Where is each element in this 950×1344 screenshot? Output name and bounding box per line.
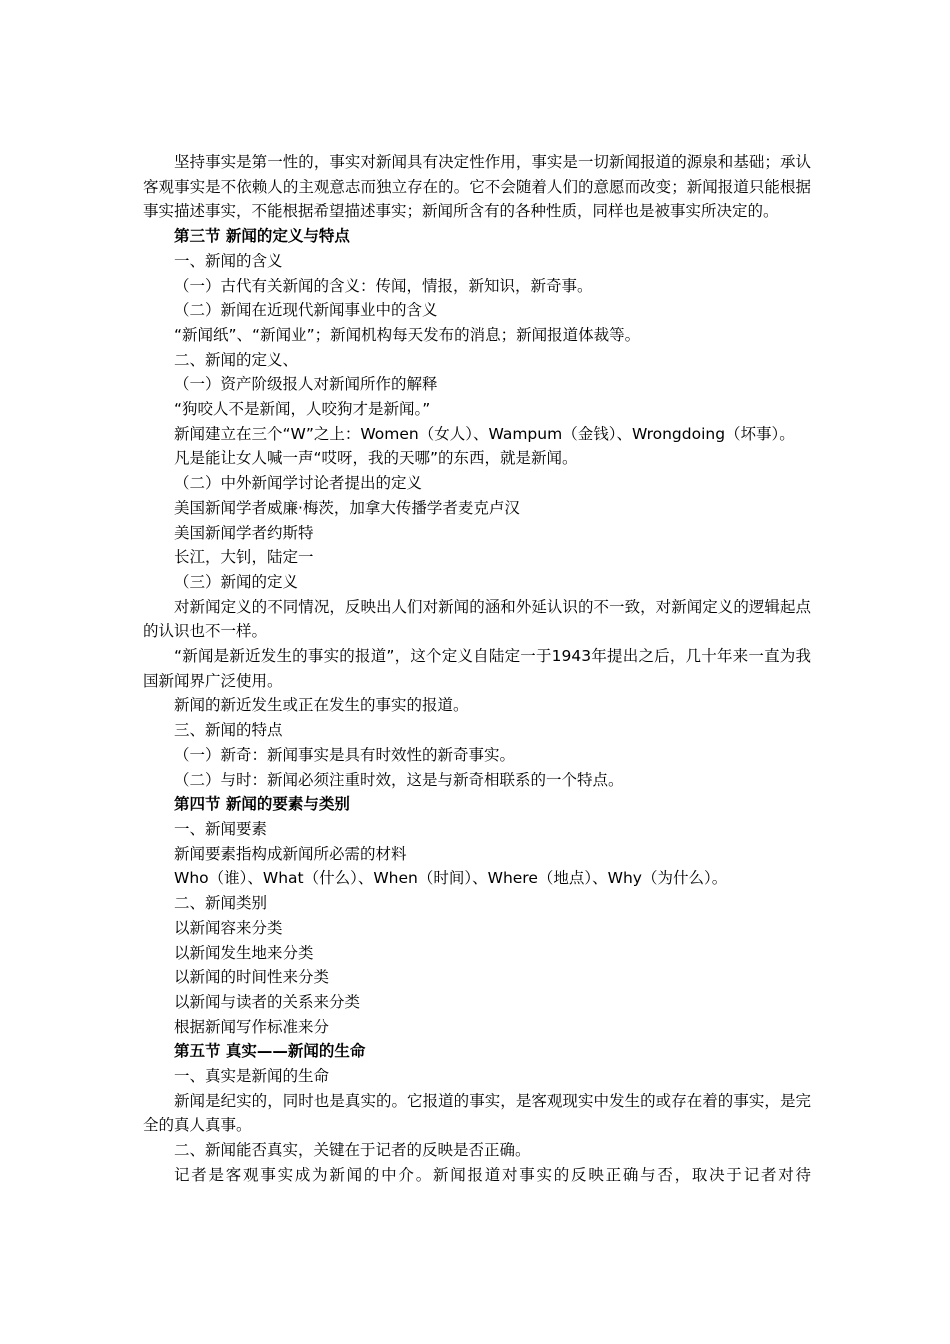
paragraph-three-w: 新闻建立在三个“W”之上：Women（女人）、Wampum（金钱）、Wrongdoing（坏事）。 xyxy=(174,424,795,443)
paragraph-recent-facts: 新闻的新近发生或正在发生的事实的报道。 xyxy=(174,696,469,715)
subheading-news-features: 三、新闻的特点 xyxy=(174,721,283,740)
paragraph-chinese-scholars: 长江，大钊，陆定一 xyxy=(174,548,314,567)
subheading-truth-key: 二、新闻能否真实，关键在于记者的反映是否正确。 xyxy=(174,1141,531,1160)
paragraph-ancient-meaning: （一）古代有关新闻的含义：传闻，情报，新知识，新奇事。 xyxy=(174,276,593,295)
section-heading-5: 第五节 真实——新闻的生命 xyxy=(174,1042,366,1061)
paragraph-metz-mcluhan: 美国新闻学者威廉·梅茨，加拿大传播学者麦克卢汉 xyxy=(174,498,520,517)
paragraph-novelty: （一）新奇：新闻事实是具有时效性的新奇事实。 xyxy=(174,745,516,764)
paragraph-elements-definition: 新闻要素指构成新闻所必需的材料 xyxy=(174,844,407,863)
subheading-truth-life: 一、真实是新闻的生命 xyxy=(174,1067,330,1086)
subheading-news-categories: 二、新闻类别 xyxy=(174,894,268,913)
subheading-news-meaning: 一、新闻的含义 xyxy=(174,251,283,270)
quote-dog-bites-man: “狗咬人不是新闻，人咬狗才是新闻。” xyxy=(174,400,431,419)
category-item: 以新闻与读者的关系来分类 xyxy=(174,992,361,1011)
paragraph-oh-my: 凡是能让女人喊一声“哎呀，我的天哪”的东西，就是新闻。 xyxy=(174,449,578,468)
paragraph-timeliness: （二）与时：新闻必须注重时效，这是与新奇相联系的一个特点。 xyxy=(174,770,624,789)
paragraph-modern-meaning: （二）新闻在近现代新闻事业中的含义 xyxy=(174,301,438,320)
paragraph-newspaper: “新闻纸”、“新闻业”；新闻机构每天发布的消息；新闻报道体裁等。 xyxy=(174,325,641,344)
paragraph-definition-differences: 对新闻定义的不同情况，反映出人们对新闻的涵和外延认识的不一致，对新闻定义的逻辑起点的认识也不一样。 xyxy=(143,597,811,641)
category-item: 根据新闻写作标准来分 xyxy=(174,1017,330,1036)
paragraph-definition-3: （三）新闻的定义 xyxy=(174,572,299,591)
subheading-news-elements: 一、新闻要素 xyxy=(174,819,268,838)
paragraph-lu-dingyi-definition: “新闻是新近发生的事实的报道”，这个定义自陆定一于1943年提出之后，几十年来一直为我国新闻界广泛使用。 xyxy=(143,647,811,690)
subheading-news-definition: 二、新闻的定义、 xyxy=(174,350,299,369)
category-item: 以新闻的时间性来分类 xyxy=(174,968,330,987)
paragraph-fact-first: 坚持事实是第一性的，事实对新闻具有决定性作用，事实是一切新闻报道的源泉和基础；承认客观事实是不依赖人的主观意志而独立存在的。它不会随着人们的意愿而改变；新闻报道只能根据事实描述事实，不能根据希望描述事实；新闻所含有的各种性质，同样也是被事实所决定的。 xyxy=(143,153,811,221)
paragraph-scholars-definition: （二）中外新闻学讨论者提出的定义 xyxy=(174,474,423,493)
paragraph-jost: 美国新闻学者约斯特 xyxy=(174,523,314,542)
section-heading-4: 第四节 新闻的要素与类别 xyxy=(174,795,350,814)
section-heading-3: 第三节 新闻的定义与特点 xyxy=(174,227,350,246)
paragraph-five-w: Who（谁）、What（什么）、When（时间）、Where（地点）、Why（为什么）。 xyxy=(174,869,728,888)
paragraph-news-factual: 新闻是纪实的，同时也是真实的。它报道的事实，是客观现实中发生的或存在着的事实，是完全的真人真事。 xyxy=(143,1091,811,1135)
paragraph-bourgeois-explanation: （一）资产阶级报人对新闻所作的解释 xyxy=(174,375,438,394)
category-item: 以新闻发生地来分类 xyxy=(174,943,314,962)
document-page xyxy=(143,150,811,1188)
paragraph-reporter-medium: 记者是客观事实成为新闻的中介。新闻报道对事实的反映正确与否，取决于记者对待 xyxy=(174,1165,811,1184)
category-item: 以新闻容来分类 xyxy=(174,918,283,937)
